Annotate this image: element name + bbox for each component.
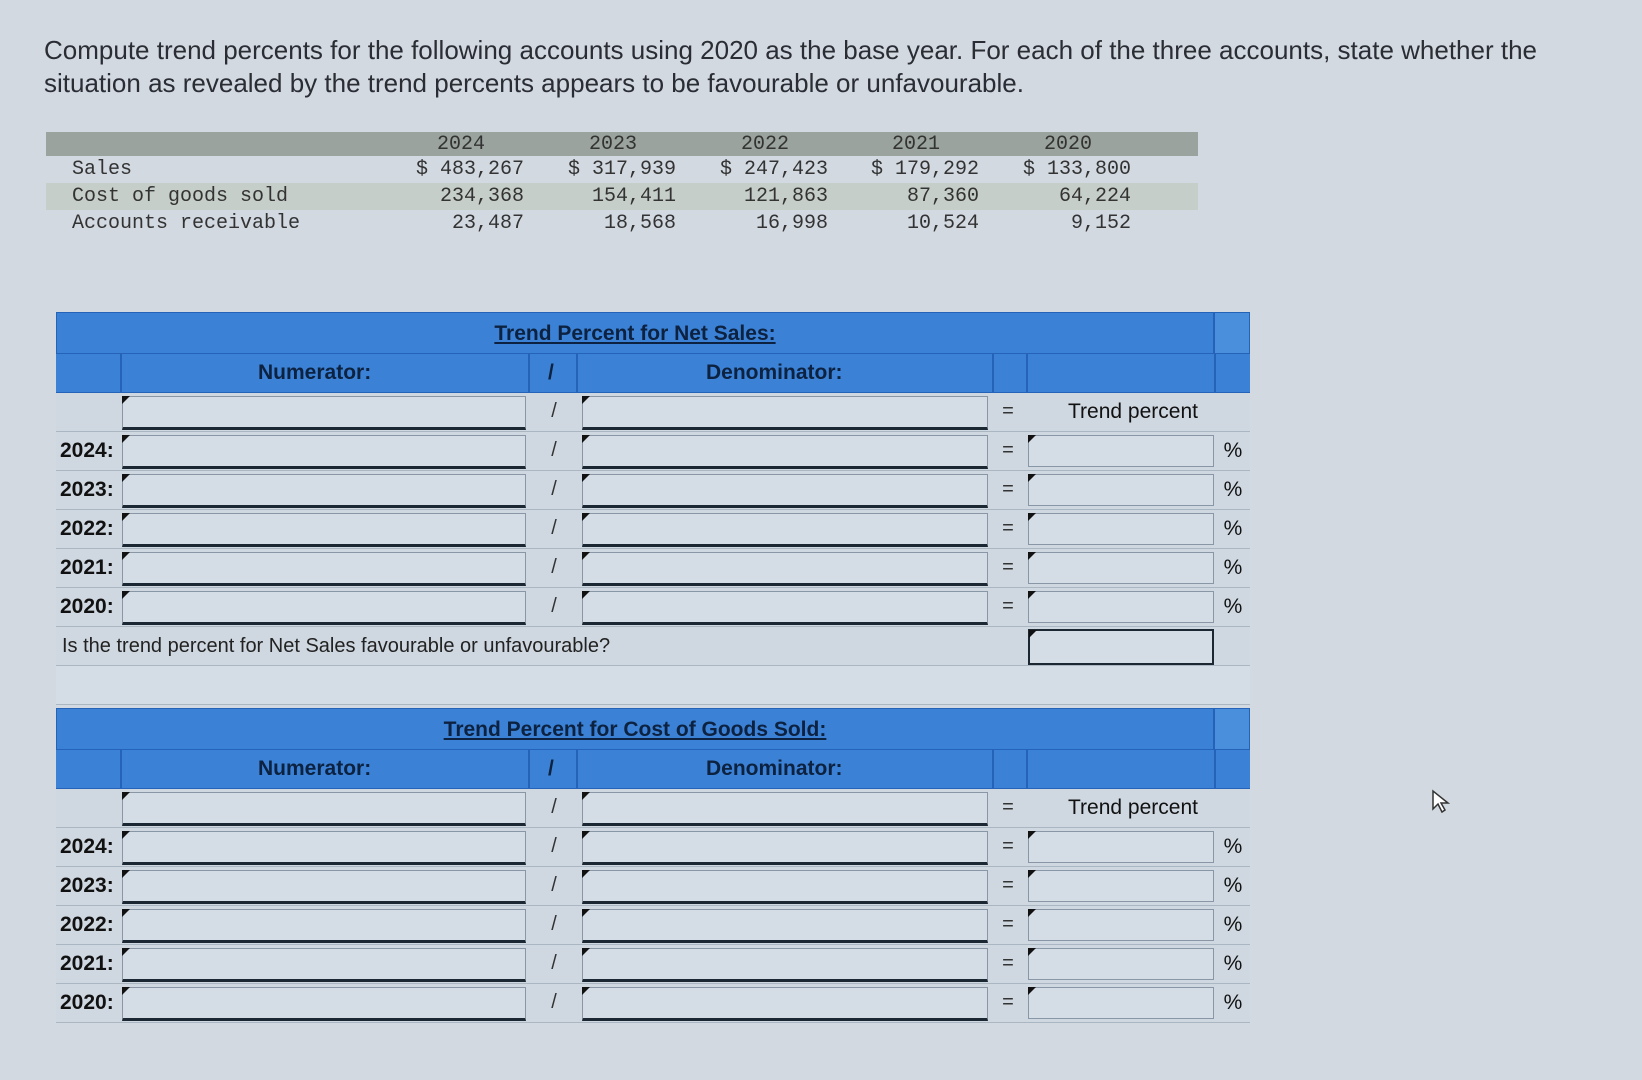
question-text: Compute trend percents for the following accounts using 2020 as the base year. For each of the three accounts, state whether the situation as revealed by the trend percents appears to be favourable or unfavourable. — [44, 35, 1538, 98]
net-sales-trend-block — [56, 312, 1250, 705]
year-label: 2020: — [60, 991, 114, 1014]
division-sign: / — [551, 874, 557, 896]
year-label: 2024: — [60, 439, 114, 462]
year-row — [56, 432, 1250, 471]
percent-sign: % — [1223, 913, 1243, 936]
favourability-dropdown[interactable] — [1028, 629, 1214, 665]
division-sign: / — [551, 400, 557, 422]
equals-sign: = — [1002, 478, 1014, 500]
trend-percent-input[interactable] — [1028, 870, 1214, 902]
value-cell: 18,568 — [603, 212, 676, 235]
trend-percent-input[interactable] — [1028, 552, 1214, 584]
numerator-input[interactable] — [122, 909, 526, 943]
percent-sign: % — [1223, 556, 1243, 579]
year-row — [56, 984, 1250, 1023]
year-label: 2023: — [60, 874, 114, 897]
value-cell: 16,998 — [755, 212, 828, 235]
percent-sign: % — [1223, 952, 1243, 975]
year-label: 2021: — [60, 952, 114, 975]
division-sign: / — [551, 595, 557, 617]
trend-percent-input[interactable] — [1028, 987, 1214, 1019]
row-label: Accounts receivable — [72, 212, 301, 235]
denominator-input[interactable] — [582, 435, 988, 469]
division-sign: / — [551, 952, 557, 974]
percent-sign: % — [1223, 595, 1243, 618]
percent-sign: % — [1223, 478, 1243, 501]
percent-sign: % — [1223, 835, 1243, 858]
equals-sign: = — [1002, 913, 1014, 935]
header-divider — [992, 750, 994, 788]
equals-sign: = — [1002, 595, 1014, 617]
trend-percent-input[interactable] — [1028, 831, 1214, 863]
value-cell: 87,360 — [906, 185, 979, 208]
equals-sign: = — [1002, 835, 1014, 857]
trend-percent-input[interactable] — [1028, 513, 1214, 545]
value-cell: 23,487 — [451, 212, 524, 235]
equals-sign: = — [1002, 517, 1014, 539]
denominator-header: Denominator: — [706, 757, 843, 780]
trend-percent-input[interactable] — [1028, 909, 1214, 941]
year-header: 2022 — [740, 133, 789, 156]
equals-sign: = — [1002, 439, 1014, 461]
denominator-input[interactable] — [582, 870, 988, 904]
denominator-input[interactable] — [582, 474, 988, 508]
header-divider — [120, 354, 122, 392]
value-cell: $ 483,267 — [415, 158, 524, 181]
denominator-input[interactable] — [582, 396, 988, 430]
equals-sign: = — [1002, 991, 1014, 1013]
numerator-input[interactable] — [122, 948, 526, 982]
equals-sign: = — [1002, 556, 1014, 578]
mouse-cursor-icon — [1431, 789, 1453, 815]
header-divider — [1214, 750, 1216, 788]
value-cell: $ 317,939 — [567, 158, 676, 181]
equals-sign: = — [1002, 952, 1014, 974]
year-row — [56, 906, 1250, 945]
numerator-input[interactable] — [122, 396, 526, 430]
numerator-input[interactable] — [122, 435, 526, 469]
year-row — [56, 588, 1250, 627]
value-cell: 10,524 — [906, 212, 979, 235]
year-label: 2021: — [60, 556, 114, 579]
year-row — [56, 828, 1250, 867]
header-divider — [528, 750, 530, 788]
year-label: 2023: — [60, 478, 114, 501]
year-header-row — [46, 132, 1198, 156]
title-endcap — [1213, 709, 1249, 749]
numerator-input[interactable] — [122, 987, 526, 1021]
denominator-input[interactable] — [582, 831, 988, 865]
header-divider — [528, 354, 530, 392]
division-sign: / — [551, 796, 557, 818]
block-title: Trend Percent for Net Sales: — [494, 322, 776, 345]
denominator-input[interactable] — [582, 987, 988, 1021]
percent-sign: % — [1223, 991, 1243, 1014]
column-header-row — [56, 750, 1250, 789]
division-sign: / — [551, 556, 557, 578]
block-title-bar — [56, 708, 1250, 750]
year-label: 2020: — [60, 595, 114, 618]
numerator-input[interactable] — [122, 591, 526, 625]
year-row — [56, 549, 1250, 588]
denominator-input[interactable] — [582, 948, 988, 982]
division-sign: / — [551, 517, 557, 539]
year-label: 2024: — [60, 835, 114, 858]
numerator-input[interactable] — [122, 513, 526, 547]
denominator-input[interactable] — [582, 591, 988, 625]
trend-percent-input[interactable] — [1028, 474, 1214, 506]
division-sign: / — [551, 913, 557, 935]
slash-header: / — [548, 361, 554, 384]
equals-sign: = — [1002, 874, 1014, 896]
header-divider — [576, 354, 578, 392]
cogs-row — [46, 183, 1198, 210]
value-cell: $ 133,800 — [1022, 158, 1131, 181]
numerator-input[interactable] — [122, 792, 526, 826]
numerator-input[interactable] — [122, 552, 526, 586]
numerator-input[interactable] — [122, 474, 526, 508]
title-endcap — [1213, 313, 1249, 353]
percent-sign: % — [1223, 517, 1243, 540]
trend-percent-label: Trend percent — [1068, 400, 1198, 423]
year-header: 2021 — [891, 133, 940, 156]
equals-sign: = — [1002, 400, 1014, 422]
trend-percent-input[interactable] — [1028, 948, 1214, 980]
division-sign: / — [551, 835, 557, 857]
header-divider — [1026, 354, 1028, 392]
block-title: Trend Percent for Cost of Goods Sold: — [443, 718, 827, 741]
formula-label-row — [56, 393, 1250, 432]
division-sign: / — [551, 439, 557, 461]
numerator-header: Numerator: — [258, 757, 372, 780]
sales-row — [46, 156, 1198, 183]
header-divider — [1214, 354, 1216, 392]
value-cell: $ 179,292 — [870, 158, 979, 181]
block-title-bar — [56, 312, 1250, 354]
slash-header: / — [548, 757, 554, 780]
formula-label-row — [56, 789, 1250, 828]
year-row — [56, 867, 1250, 906]
denominator-input[interactable] — [582, 909, 988, 943]
value-cell: 234,368 — [439, 185, 524, 208]
spacer-row — [56, 665, 1250, 705]
equals-sign: = — [1002, 796, 1014, 818]
denominator-header: Denominator: — [706, 361, 843, 384]
receivables-row — [46, 210, 1198, 237]
header-divider — [576, 750, 578, 788]
year-header: 2023 — [588, 133, 637, 156]
denominator-input[interactable] — [582, 792, 988, 826]
year-header: 2020 — [1043, 133, 1092, 156]
given-data-table — [46, 132, 1198, 237]
denominator-input[interactable] — [582, 513, 988, 547]
value-cell: $ 247,423 — [719, 158, 828, 181]
numerator-header: Numerator: — [258, 361, 372, 384]
row-label: Cost of goods sold — [72, 185, 289, 208]
year-label: 2022: — [60, 913, 114, 936]
header-divider — [1026, 750, 1028, 788]
column-header-row — [56, 354, 1250, 393]
value-cell: 121,863 — [743, 185, 828, 208]
year-row — [56, 471, 1250, 510]
percent-sign: % — [1223, 874, 1243, 897]
numerator-input[interactable] — [122, 870, 526, 904]
percent-sign: % — [1223, 439, 1243, 462]
year-row — [56, 945, 1250, 984]
trend-percent-input[interactable] — [1028, 591, 1214, 623]
value-cell: 154,411 — [591, 185, 676, 208]
numerator-input[interactable] — [122, 831, 526, 865]
denominator-input[interactable] — [582, 552, 988, 586]
year-row — [56, 510, 1250, 549]
year-label: 2022: — [60, 517, 114, 540]
header-divider — [120, 750, 122, 788]
value-cell: 64,224 — [1058, 185, 1131, 208]
division-sign: / — [551, 478, 557, 500]
trend-percent-input[interactable] — [1028, 435, 1214, 467]
trend-percent-label: Trend percent — [1068, 796, 1198, 819]
division-sign: / — [551, 991, 557, 1013]
row-label: Sales — [72, 158, 133, 181]
header-divider — [992, 354, 994, 392]
cogs-trend-block — [56, 708, 1250, 1023]
favourability-question-row — [56, 627, 1250, 665]
year-header: 2024 — [436, 133, 485, 156]
favourability-question: Is the trend percent for Net Sales favourable or unfavourable? — [62, 635, 611, 657]
value-cell: 9,152 — [1070, 212, 1131, 235]
